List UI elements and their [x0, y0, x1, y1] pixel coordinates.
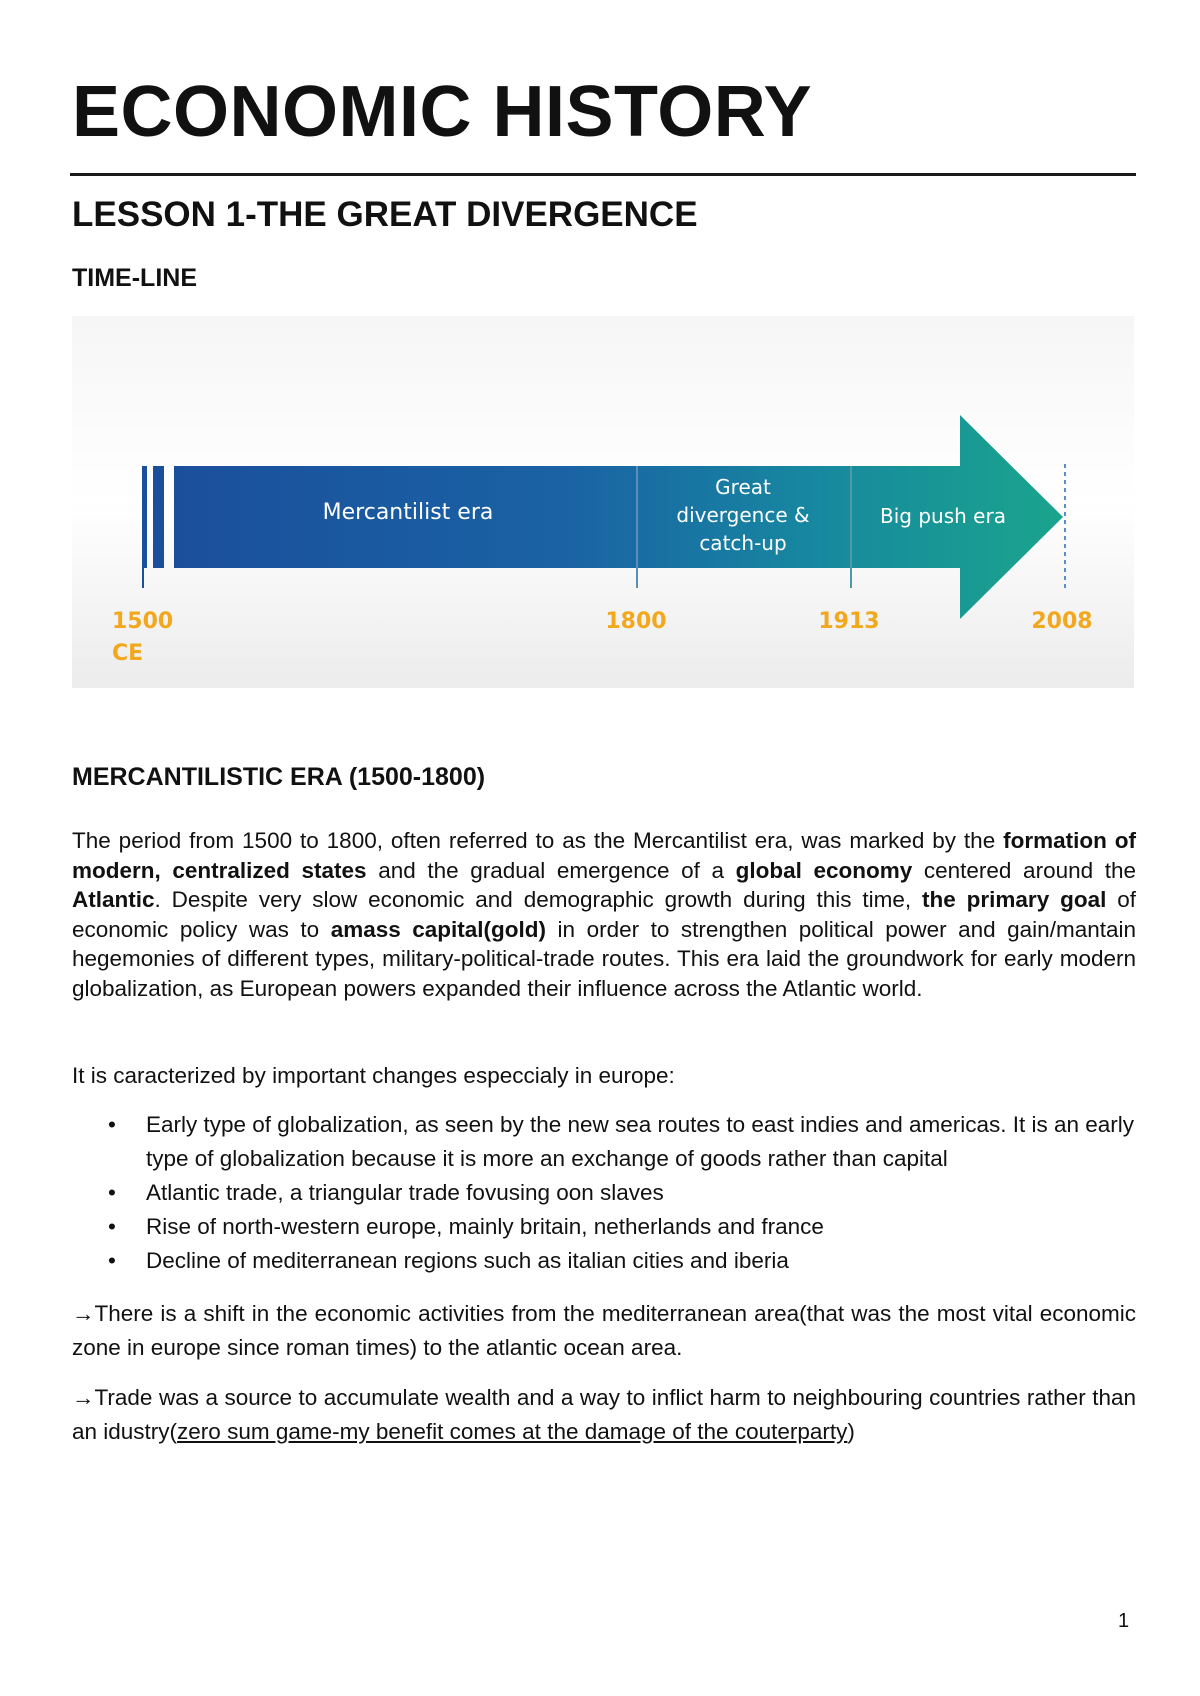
arrow-note-text: Trade was a source to accumulate wealth and a way to inflict harm to neighbouring countries rather than an idustry(	[72, 1385, 1136, 1444]
text-run: The period from 1500 to 1800, often referred to as the Mercantilist era, was marked by the	[72, 828, 1004, 853]
title-divider	[70, 173, 1136, 176]
year-label-1800: 1800	[605, 609, 667, 634]
arrow-note	[72, 1381, 1136, 1449]
text-run: centered around the	[912, 857, 1137, 883]
bold-phrase: the primary goal	[922, 887, 1107, 912]
year-label-1500-ce: CE	[112, 641, 144, 666]
characteristics-list	[72, 1108, 1136, 1278]
timeline-figure	[72, 316, 1134, 688]
text-run: in order to strengthen political power and gain/mantain hegemonies of different types, military-political-trade routes. This era laid the groundwork for early modern globalization, as European powers expanded their influence across the Atlantic world.	[72, 916, 1136, 1001]
list-item-text: Atlantic trade, a triangular trade fovusing oon slaves	[146, 1180, 664, 1205]
arrow-note	[72, 1297, 1136, 1365]
arrow-note-text: There is a shift in the economic activities from the mediterranean area(that was the most vital economic zone in europe since roman times) to the atlantic ocean area.	[72, 1301, 1136, 1360]
bullet-icon: •	[108, 1180, 116, 1205]
characteristics-intro: It is caracterized by important changes especcialy in europe:	[72, 1063, 675, 1088]
timeline-heading: TIME-LINE	[72, 264, 197, 292]
list-item	[72, 1210, 1136, 1244]
list-item-text: Decline of mediterranean regions such as italian cities and iberia	[146, 1248, 789, 1273]
list-item	[72, 1244, 1136, 1278]
text-run: of economic policy was to	[72, 887, 1136, 942]
page-number: 1	[1118, 1610, 1130, 1632]
era-label-big-push: Big push era	[880, 504, 1006, 528]
bullet-icon: •	[108, 1214, 116, 1239]
underlined-phrase: zero sum game-my benefit comes at the damage of the couterparty	[177, 1419, 848, 1444]
year-label-2008: 2008	[1031, 609, 1093, 634]
timeline-graphic	[72, 316, 1134, 688]
era-label-divergence: catch-up	[699, 531, 787, 555]
intro-paragraph	[72, 826, 1136, 1003]
document-title: ECONOMIC HISTORY	[72, 72, 813, 152]
bold-phrase: formation of modern, centralized states	[72, 828, 1136, 883]
era-label-divergence: Great	[715, 475, 771, 499]
bullet-icon: •	[108, 1112, 116, 1137]
bullet-icon: •	[108, 1248, 116, 1273]
text-run: and the gradual emergence of a	[366, 857, 736, 883]
arrow-icon: →	[72, 1301, 95, 1326]
start-stripe	[153, 466, 164, 568]
list-item	[72, 1176, 1136, 1210]
era-label-divergence: divergence &	[676, 503, 810, 527]
bold-phrase: global economy	[735, 857, 913, 883]
bold-phrase: amass capital(gold)	[330, 916, 547, 942]
lesson-title: LESSON 1-THE GREAT DIVERGENCE	[72, 195, 698, 234]
year-label-1500: 1500	[112, 609, 174, 634]
bold-phrase: Atlantic	[72, 887, 155, 912]
era-label-mercantilist: Mercantilist era	[322, 500, 494, 525]
list-item-text: Rise of north-western europe, mainly britain, netherlands and france	[146, 1214, 824, 1239]
list-item-text: Early type of globalization, as seen by the new sea routes to east indies and americas. It is an early type of globalization because it is more an exchange of goods rather than capital	[146, 1112, 1135, 1171]
section-heading: MERCANTILISTIC ERA (1500-1800)	[72, 763, 486, 791]
arrow-note-text: )	[847, 1419, 855, 1444]
year-label-1913: 1913	[818, 609, 880, 634]
list-item	[72, 1108, 1136, 1176]
text-run: . Despite very slow economic and demographic growth during this time,	[154, 887, 923, 912]
arrow-icon: →	[72, 1385, 95, 1410]
